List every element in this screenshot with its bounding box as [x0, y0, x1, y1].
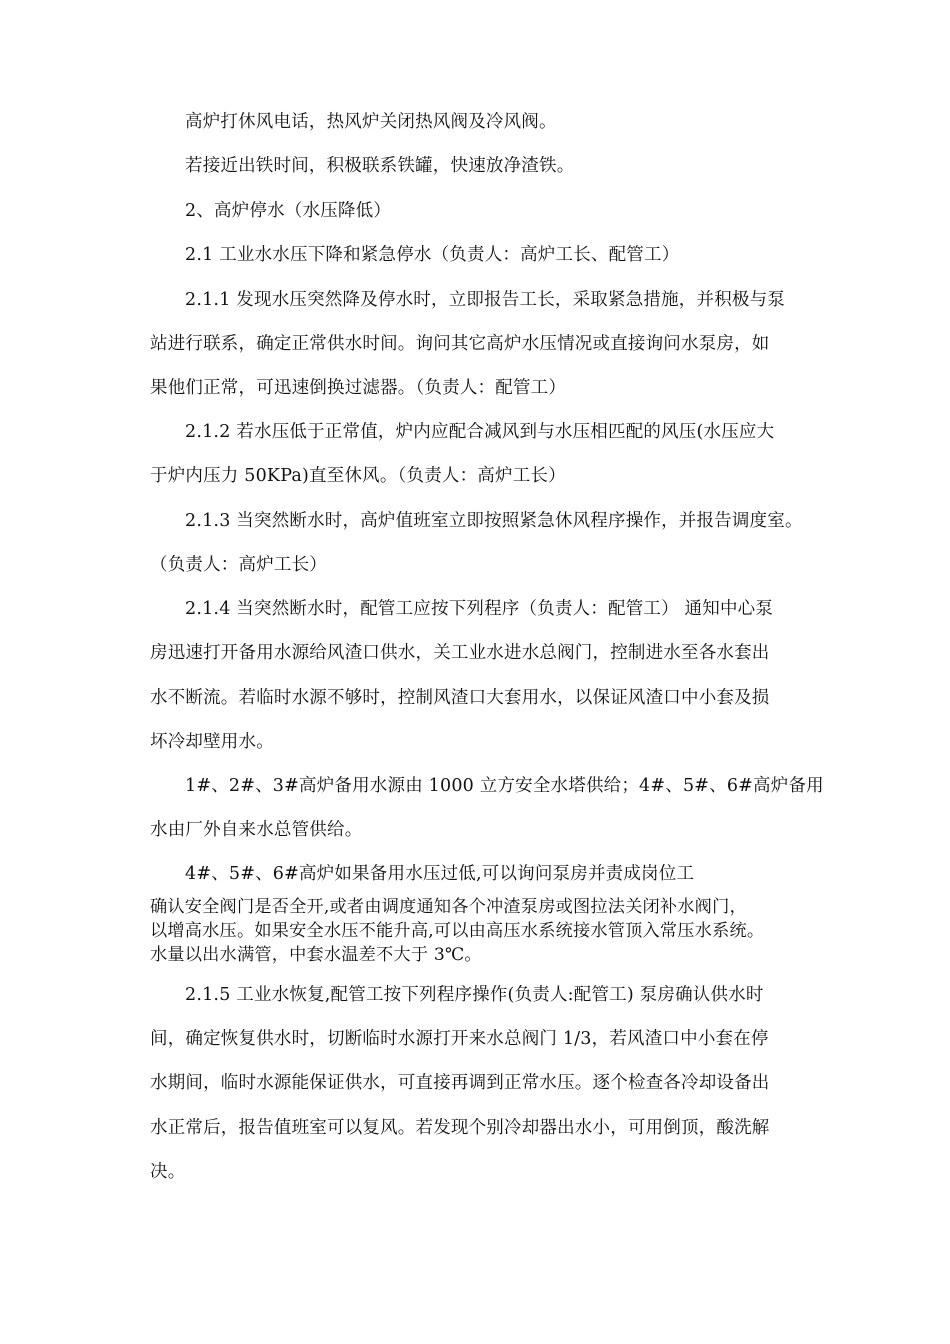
paragraph-2-1-1-line-2: 站进行联系，确定正常供水时间。询问其它高炉水压情况或直接询问水泵房，如 [150, 334, 770, 354]
paragraph-2-1-1-line-1: 2.1.1 发现水压突然降及停水时，立即报告工长，采取紧急措施，并积极与泵 [185, 290, 785, 310]
paragraph-low-pressure-line-2: 确认安全阀门是否全开,或者由调度通知各个冲渣泵房或图拉法关闭补水阀门， [150, 897, 747, 917]
paragraph-2-1-4-line-2: 房迅速打开备用水源给风渣口供水，关工业水进水总阀门，控制进水至各水套出 [150, 643, 770, 663]
paragraph-2-1-3-line-1: 2.1.3 当突然断水时，高炉值班室立即按照紧急休风程序操作，并报告调度室。 [185, 511, 803, 531]
paragraph-2-1-1-line-3: 果他们正常，可迅速倒换过滤器。（负责人：配管工） [150, 378, 567, 398]
paragraph-low-pressure-line-3: 以增高水压。如果安全水压不能升高,可以由高压水系统接水管顶入常压水系统。 [150, 921, 765, 941]
paragraph-2-1-2-line-2: 于炉内压力 50KPa)直至休风。（负责人：高炉工长） [150, 466, 566, 486]
paragraph-2-1-5-line-3: 水期间，临时水源能保证供水，可直接再调到正常水压。逐个检查各冷却设备出 [150, 1073, 770, 1093]
paragraph-2-1-5-line-4: 水正常后，报告值班室可以复风。若发现个别冷却器出水小，可用倒顶，酸洗解 [150, 1118, 770, 1138]
text-line-1: 高炉打休风电话，热风炉关闭热风阀及冷风阀。 [185, 112, 557, 132]
paragraph-2-1-4-line-4: 坏冷却壁用水。 [150, 732, 274, 752]
paragraph-backup-water-line-1: 1#、2#、3#高炉备用水源由 1000 立方安全水塔供给；4#、5#、6#高炉备用 [185, 776, 824, 796]
paragraph-2-1-5-line-2: 间，确定恢复供水时，切断临时水源打开来水总阀门 1/3，若风渣口中小套在停 [150, 1029, 769, 1049]
paragraph-low-pressure-line-1: 4#、5#、6#高炉如果备用水压过低,可以询问泵房并责成岗位工 [185, 864, 695, 884]
text-line-2: 若接近出铁时间，积极联系铁罐，快速放净渣铁。 [185, 156, 575, 176]
paragraph-2-1-2-line-1: 2.1.2 若水压低于正常值，炉内应配合减风到与水压相匹配的风压(水压应大 [185, 422, 775, 442]
paragraph-2-1-5-line-5: 决。 [150, 1162, 186, 1182]
paragraph-backup-water-line-2: 水由厂外自来水总管供给。 [150, 820, 363, 840]
paragraph-2-1-4-line-3: 水不断流。若临时水源不够时，控制风渣口大套用水，以保证风渣口中小套及损 [150, 688, 770, 708]
paragraph-2-1-5-line-1: 2.1.5 工业水恢复,配管工按下列程序操作(负责人:配管工) 泵房确认供水时 [185, 985, 764, 1005]
subsection-heading-2-1: 2.1 工业水水压下降和紧急停水（负责人：高炉工长、配管工） [185, 245, 680, 265]
paragraph-2-1-4-line-1: 2.1.4 当突然断水时，配管工应按下列程序（负责人：配管工） 通知中心泵 [185, 599, 774, 619]
paragraph-low-pressure-line-4: 水量以出水满管，中套水温差不大于 3℃。 [150, 945, 482, 965]
paragraph-2-1-3-line-2: （负责人：高炉工长） [150, 555, 327, 575]
section-heading-2: 2、高炉停水（水压降低） [185, 201, 392, 221]
